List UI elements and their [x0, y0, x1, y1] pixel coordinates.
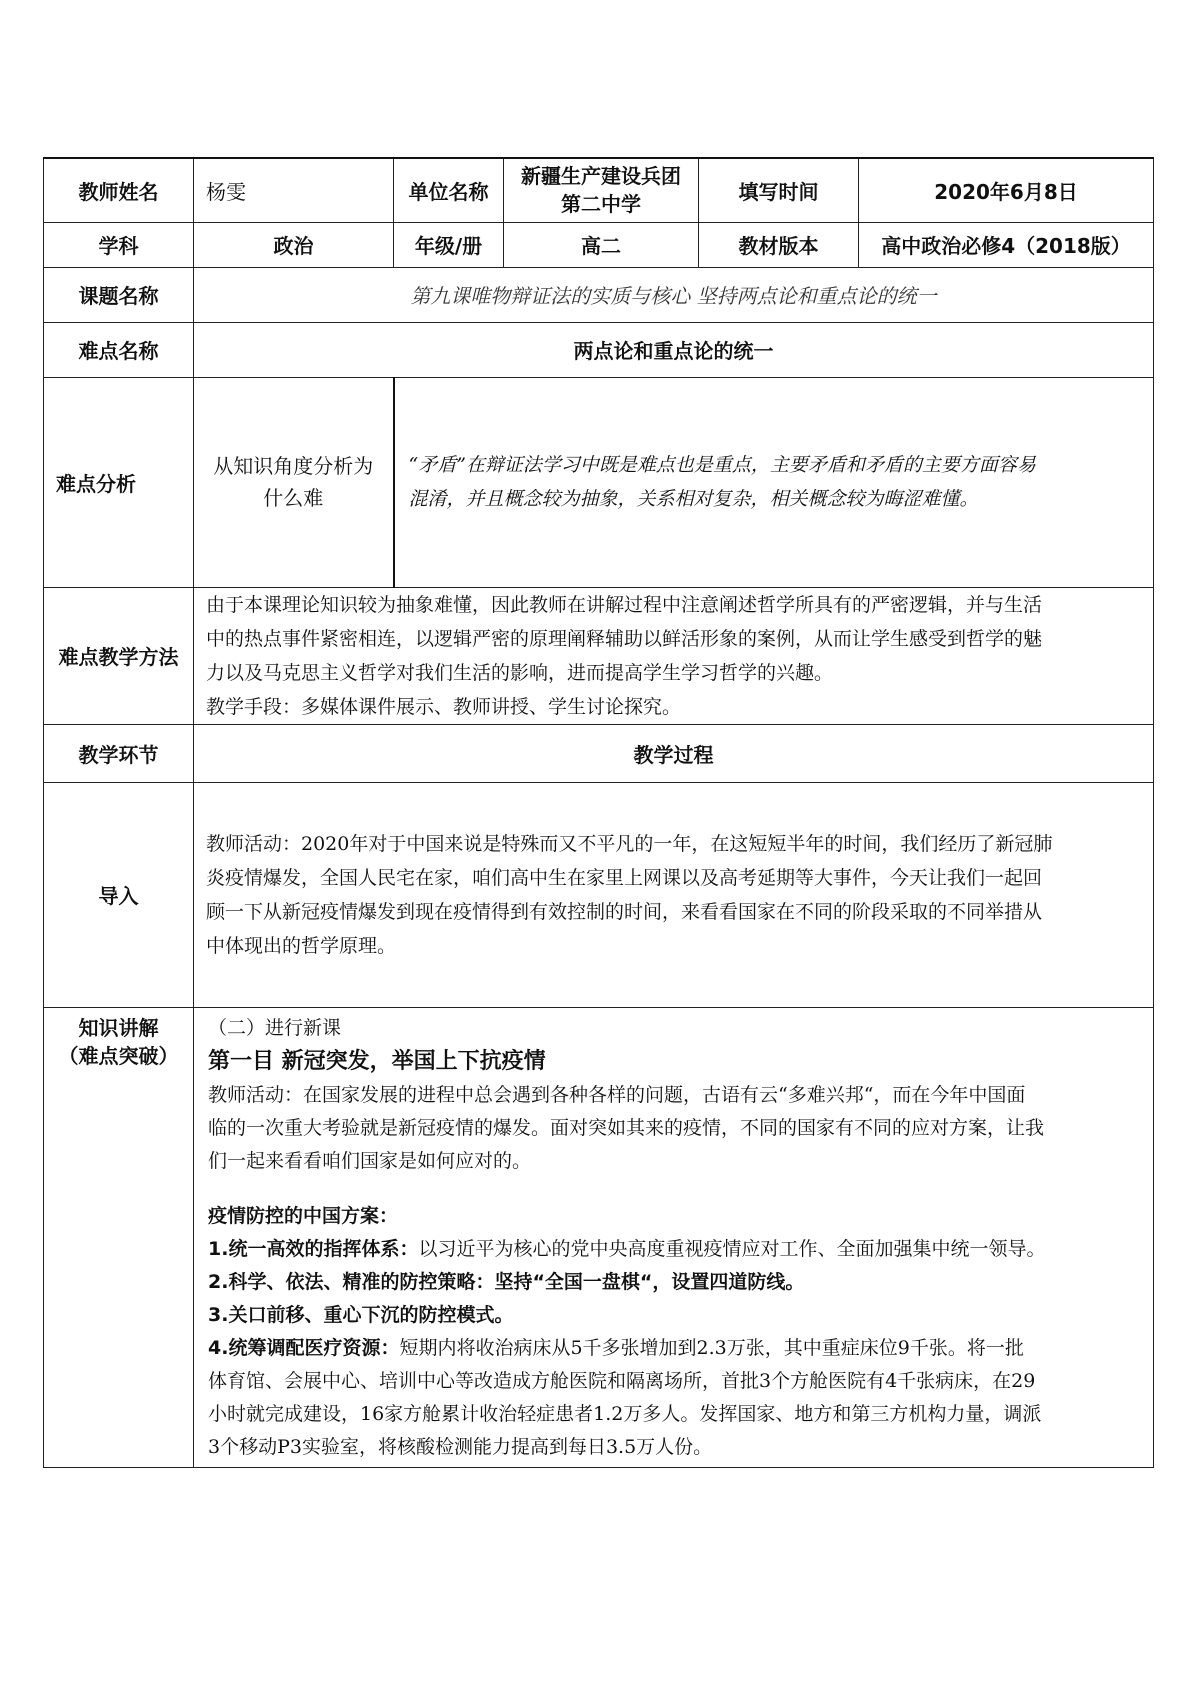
- intro-row: [44, 782, 1154, 1007]
- knowledge-row: [44, 1007, 1154, 1467]
- method-row: [44, 587, 1154, 724]
- unit-name-label: 单位名称: [394, 158, 504, 222]
- plan-item-1-title: 1.统一高效的指挥体系：: [208, 1237, 419, 1260]
- method-line-1: 由于本课理论知识较为抽象难懂，因此教师在讲解过程中注意阐述哲学所具有的严密逻辑，并与生活: [206, 593, 1043, 616]
- section-title: （二）进行新课: [208, 1016, 342, 1039]
- edition-label: 教材版本: [699, 222, 859, 267]
- method-text: [194, 587, 1154, 724]
- analysis-sublabel-line-2: 什么难: [263, 486, 324, 510]
- header-row: [44, 158, 1154, 222]
- lesson-plan-page: [43, 157, 1153, 1468]
- edition-value: 高中政治必修4（2018版）: [859, 222, 1154, 267]
- activity-line-2: 临的一次重大考验就是新冠疫情的爆发。面对突如其来的疫情，不同的国家有不同的应对方案，让我: [208, 1116, 1045, 1139]
- subject-label: 学科: [44, 222, 194, 267]
- method-line-4: 教学手段：多媒体课件展示、教师讲授、学生讨论探究。: [206, 695, 682, 718]
- blank-spacer: [194, 1178, 1153, 1200]
- difficulty-label: 难点名称: [44, 322, 194, 377]
- fill-date-label: 填写时间: [699, 158, 859, 222]
- difficulty-row: [44, 322, 1154, 377]
- plan-item-4-line-2: 体育馆、会展中心、培训中心等改造成方舱医院和隔离场所，首批3个方舱医院有4千张病床，在29: [208, 1369, 1036, 1392]
- plan-item-1-text: 以习近平为核心的党中央高度重视疫情应对工作、全面加强集中统一领导。: [418, 1237, 1046, 1260]
- intro-label: 导入: [44, 782, 194, 1007]
- process-header-value: 教学过程: [194, 724, 1154, 782]
- plan-item-4-line-4: 3个移动P3实验室，将核酸检测能力提高到每日3.5万人份。: [208, 1435, 713, 1458]
- subject-value: 政治: [194, 222, 394, 267]
- knowledge-content: [194, 1007, 1154, 1467]
- knowledge-label-line-1: 知识讲解: [78, 1015, 159, 1040]
- intro-line-4: 中体现出的哲学原理。: [206, 934, 397, 957]
- unit-name-line-1: 新疆生产建设兵团: [521, 164, 681, 189]
- plan-item-4: [194, 1332, 1153, 1365]
- plan-title: 疫情防控的中国方案：: [208, 1204, 399, 1227]
- teacher-name-value: 杨雯: [194, 158, 394, 222]
- intro-text: [194, 782, 1154, 1007]
- analysis-text: [394, 377, 1154, 587]
- process-header-row: [44, 724, 1154, 782]
- topic-label: 课题名称: [44, 267, 194, 322]
- topic-value: 第九课唯物辩证法的实质与核心 坚持两点论和重点论的统一: [194, 267, 1154, 322]
- analysis-sublabel-line-1: 从知识角度分析为: [213, 454, 374, 478]
- grade-value: 高二: [504, 222, 699, 267]
- activity-line-3: 们一起来看看咱们国家是如何应对的。: [208, 1149, 532, 1172]
- unit-name-line-2: 第二中学: [561, 192, 641, 217]
- knowledge-label-line-2: （难点突破）: [58, 1043, 179, 1068]
- plan-item-4-line-3: 小时就完成建设，16家方舱累计收治轻症患者1.2万多人。发挥国家、地方和第三方机构力量，调派: [208, 1402, 1042, 1425]
- method-label: 难点教学方法: [44, 587, 194, 724]
- method-line-2: 中的热点事件紧密相连，以逻辑严密的原理阐释辅助以鲜活形象的案例，从而让学生感受到哲学的魅: [206, 627, 1043, 650]
- plan-item-4-title: 4.统筹调配医疗资源：: [208, 1336, 400, 1359]
- subject-row: [44, 222, 1154, 267]
- difficulty-value: 两点论和重点论的统一: [194, 322, 1154, 377]
- analysis-label: 难点分析: [44, 377, 194, 587]
- process-stage-label: 教学环节: [44, 724, 194, 782]
- intro-line-3: 顾一下从新冠疫情爆发到现在疫情得到有效控制的时间，来看看国家在不同的阶段采取的不同举措从: [206, 900, 1043, 923]
- analysis-row: [44, 377, 1154, 587]
- topic-row: [44, 267, 1154, 322]
- analysis-text-line-2: 混淆，并且概念较为抽象，关系相对复杂，相关概念较为晦涩难懂。: [408, 488, 979, 510]
- intro-line-2: 炎疫情爆发，全国人民宅在家，咱们高中生在家里上网课以及高考延期等大事件，今天让我们一起回: [206, 866, 1043, 889]
- unit-name-value: [504, 158, 699, 222]
- method-line-3: 力以及马克思主义哲学对我们生活的影响，进而提高学生学习哲学的兴趣。: [206, 661, 834, 684]
- analysis-text-line-1: “矛盾”在辩证法学习中既是难点也是重点，主要矛盾和矛盾的主要方面容易: [408, 454, 1036, 476]
- fill-date-value: 2020年6月8日: [859, 158, 1154, 222]
- grade-label: 年级/册: [394, 222, 504, 267]
- plan-item-2: 2.科学、依法、精准的防控策略：坚持“全国一盘棋“，设置四道防线。: [208, 1270, 805, 1293]
- teacher-name-label: 教师姓名: [44, 158, 194, 222]
- activity-line-1: 教师活动：在国家发展的进程中总会遇到各种各样的问题，古语有云“多难兴邦“，而在今年中国面: [208, 1083, 1026, 1106]
- lesson-heading: 第一目 新冠突发，举国上下抗疫情: [208, 1048, 546, 1074]
- intro-line-1: 教师活动：2020年对于中国来说是特殊而又不平凡的一年，在这短短半年的时间，我们经历了新冠肺: [206, 832, 1053, 855]
- plan-item-3: 3.关口前移、重心下沉的防控模式。: [208, 1303, 514, 1326]
- lesson-plan-table: [43, 157, 1154, 1468]
- knowledge-label: [44, 1007, 194, 1467]
- plan-item-1: [194, 1233, 1153, 1266]
- plan-item-4-text: 短期内将收治病床从5千多张增加到2.3万张，其中重症床位9千张。将一批: [399, 1336, 1024, 1359]
- analysis-sublabel: [194, 377, 394, 587]
